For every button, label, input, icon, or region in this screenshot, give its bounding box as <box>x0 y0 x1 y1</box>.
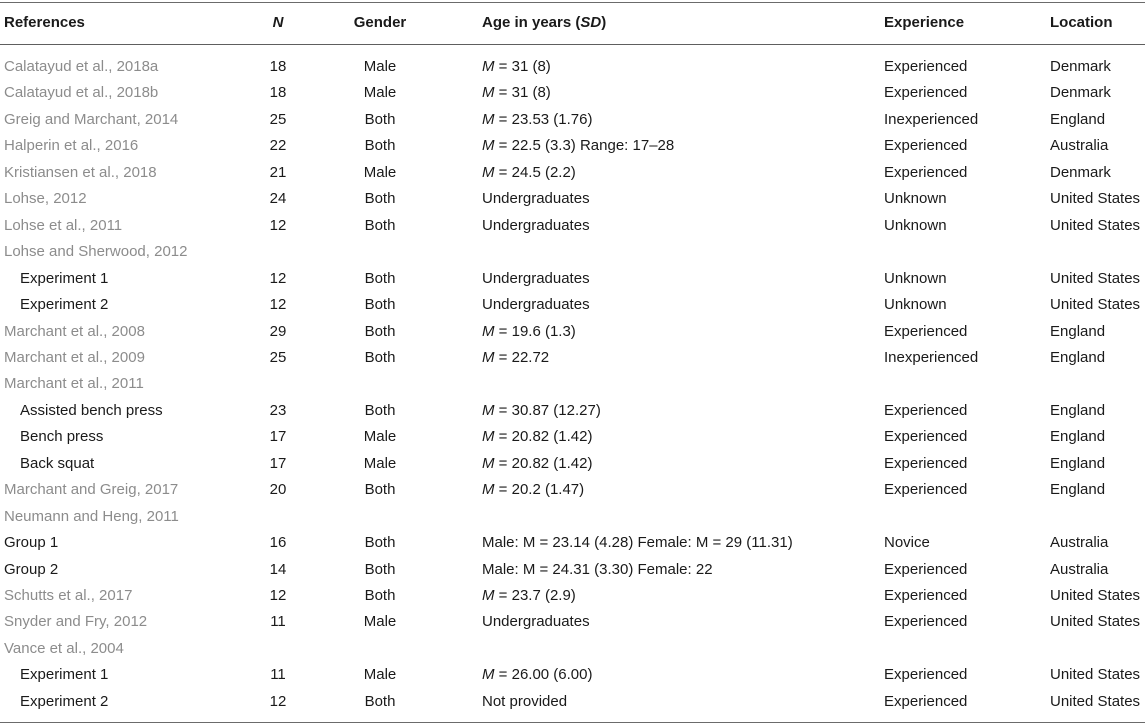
cell-age <box>482 107 593 133</box>
cell-age <box>482 398 601 424</box>
cell-experience: Experienced <box>884 481 968 499</box>
age-value: Not provided <box>482 692 568 710</box>
cell-n: 17 <box>269 428 287 446</box>
cell-location: England <box>1050 348 1106 366</box>
reference-link[interactable]: Lohse, 2012 <box>4 190 87 208</box>
table-row <box>0 54 1145 80</box>
reference-link[interactable]: Halperin et al., 2016 <box>4 137 139 155</box>
reference-label: Group 1 <box>4 534 59 552</box>
mean-symbol: M <box>482 110 495 128</box>
cell-age <box>482 54 551 80</box>
table-row <box>0 636 1145 662</box>
age-value: = 26.00 (6.00) <box>498 666 593 684</box>
table-row <box>0 292 1145 318</box>
cell-age <box>482 662 593 688</box>
age-value: = 20.82 (1.42) <box>498 454 593 472</box>
cell-gender: Both <box>364 296 396 314</box>
cell-location: United States <box>1050 692 1141 710</box>
cell-experience: Inexperienced <box>884 348 979 366</box>
mean-symbol: M <box>482 58 495 75</box>
table-row <box>0 266 1145 292</box>
reference-link[interactable]: Kristiansen et al., 2018 <box>4 163 157 181</box>
table-row <box>0 424 1145 450</box>
cell-age <box>482 557 713 583</box>
cell-gender: Both <box>364 322 396 340</box>
reference-link[interactable]: Vance et al., 2004 <box>4 639 124 657</box>
cell-gender: Both <box>364 587 396 604</box>
reference-link[interactable]: Lohse et al., 2011 <box>4 216 123 234</box>
cell-gender: Male <box>363 58 397 75</box>
reference-link[interactable]: Snyder and Fry, 2012 <box>4 613 148 631</box>
table-row <box>0 504 1145 530</box>
cell-age <box>482 266 590 292</box>
table-row <box>0 451 1145 477</box>
header-gender: Gender <box>353 14 407 31</box>
table-row <box>0 239 1145 265</box>
cell-n: 18 <box>269 84 287 102</box>
mean-symbol: M <box>482 454 495 472</box>
cell-age <box>482 186 590 212</box>
cell-location: England <box>1050 322 1106 340</box>
reference-link[interactable]: Marchant et al., 2009 <box>4 348 145 366</box>
cell-gender: Male <box>363 84 397 102</box>
age-value: = 20.2 (1.47) <box>498 481 585 499</box>
cell-n: 21 <box>269 163 287 181</box>
reference-link[interactable]: Lohse and Sherwood, 2012 <box>4 243 188 261</box>
cell-n: 23 <box>269 401 287 419</box>
cell-experience: Experienced <box>884 322 968 340</box>
cell-gender: Both <box>364 401 396 419</box>
table-row <box>0 398 1145 424</box>
table-row <box>0 371 1145 397</box>
cell-gender: Both <box>364 137 396 155</box>
cell-experience: Experienced <box>884 137 968 155</box>
cell-n: 25 <box>269 348 287 366</box>
mean-symbol: M <box>482 587 495 604</box>
header-location: Location <box>1050 14 1113 31</box>
cell-age <box>482 477 584 503</box>
cell-location: United States <box>1050 216 1141 234</box>
cell-experience: Inexperienced <box>884 110 979 128</box>
cell-location: United States <box>1050 190 1141 208</box>
table-row <box>0 213 1145 239</box>
mean-symbol: M <box>482 401 495 419</box>
table-row <box>0 530 1145 556</box>
reference-link[interactable]: Greig and Marchant, 2014 <box>4 110 179 128</box>
cell-location: United States <box>1050 587 1141 604</box>
reference-link[interactable]: Neumann and Heng, 2011 <box>4 507 179 525</box>
cell-gender: Both <box>364 269 396 287</box>
cell-location: England <box>1050 428 1106 446</box>
table-row <box>0 583 1145 609</box>
header-age-suffix: ) <box>601 14 607 31</box>
cell-age <box>482 160 576 186</box>
cell-n: 12 <box>269 587 287 604</box>
table-row <box>0 107 1145 133</box>
reference-link[interactable]: Calatayud et al., 2018b <box>4 84 159 102</box>
cell-n: 20 <box>269 481 287 499</box>
age-value: = 23.53 (1.76) <box>498 110 593 128</box>
cell-gender: Male <box>363 666 397 684</box>
cell-age <box>482 80 551 106</box>
header-age-sd: SD <box>580 14 602 31</box>
cell-age <box>482 424 593 450</box>
cell-experience: Unknown <box>884 190 947 208</box>
cell-n: 17 <box>269 454 287 472</box>
reference-label: Experiment 1 <box>20 269 109 287</box>
table-header-rule <box>0 44 1145 45</box>
cell-location: Denmark <box>1050 58 1111 75</box>
cell-age <box>482 213 590 239</box>
age-value: = 22.5 (3.3) Range: 17–28 <box>498 137 675 155</box>
cell-n: 11 <box>270 666 286 684</box>
table-row <box>0 345 1145 371</box>
cell-experience: Experienced <box>884 692 968 710</box>
mean-symbol: M <box>482 137 495 155</box>
cell-location: Australia <box>1050 534 1109 552</box>
reference-label: Bench press <box>20 428 104 446</box>
age-value: Undergraduates <box>482 613 590 631</box>
cell-n: 11 <box>270 613 286 631</box>
age-value: = 19.6 (1.3) <box>498 322 576 340</box>
table-row <box>0 689 1145 715</box>
cell-gender: Both <box>364 692 396 710</box>
header-age-prefix: Age in years ( <box>482 14 581 31</box>
cell-experience: Experienced <box>884 560 968 578</box>
cell-gender: Both <box>364 190 396 208</box>
header-n: N <box>272 14 284 31</box>
cell-gender: Male <box>363 613 397 631</box>
table-top-rule <box>0 2 1145 3</box>
age-value: = 31 (8) <box>498 84 551 102</box>
age-value: = 22.72 <box>498 348 550 366</box>
cell-n: 25 <box>269 110 287 128</box>
cell-gender: Both <box>364 481 396 499</box>
cell-location: Australia <box>1050 137 1109 155</box>
reference-link[interactable]: Schutts et al., 2017 <box>4 587 133 604</box>
reference-label: Experiment 2 <box>20 296 109 314</box>
cell-experience: Unknown <box>884 296 947 314</box>
cell-gender: Male <box>363 163 397 181</box>
cell-gender: Both <box>364 348 396 366</box>
reference-label: Experiment 1 <box>20 666 109 684</box>
cell-experience: Experienced <box>884 587 968 604</box>
cell-gender: Both <box>364 110 396 128</box>
cell-experience: Experienced <box>884 163 968 181</box>
cell-n: 12 <box>269 269 287 287</box>
cell-age <box>482 530 793 556</box>
mean-symbol: M <box>482 84 495 102</box>
cell-location: Denmark <box>1050 84 1111 102</box>
cell-location: Australia <box>1050 560 1109 578</box>
cell-n: 24 <box>269 190 287 208</box>
cell-n: 12 <box>269 296 287 314</box>
cell-experience: Unknown <box>884 216 947 234</box>
reference-label: Back squat <box>20 454 95 472</box>
cell-age <box>482 583 576 609</box>
cell-location: England <box>1050 481 1106 499</box>
reference-link[interactable]: Marchant et al., 2011 <box>4 375 144 393</box>
cell-age <box>482 345 549 371</box>
cell-location: Denmark <box>1050 163 1111 181</box>
reference-label: Experiment 2 <box>20 692 109 710</box>
age-value: Undergraduates <box>482 216 590 234</box>
table-header-row <box>0 8 1145 38</box>
mean-symbol: M <box>482 348 495 366</box>
reference-link[interactable]: Marchant et al., 2008 <box>4 322 145 340</box>
cell-n: 22 <box>269 137 287 155</box>
cell-location: England <box>1050 401 1106 419</box>
mean-symbol: M <box>482 163 495 181</box>
cell-experience: Novice <box>884 534 930 552</box>
age-value: Male: M = 23.14 (4.28) Female: M = 29 (11.31) <box>482 534 793 552</box>
age-value: Undergraduates <box>482 296 590 314</box>
cell-location: United States <box>1050 613 1141 631</box>
table-row <box>0 319 1145 345</box>
cell-gender: Male <box>363 428 397 446</box>
mean-symbol: M <box>482 666 495 684</box>
cell-experience: Experienced <box>884 58 968 75</box>
cell-gender: Both <box>364 216 396 234</box>
cell-experience: Experienced <box>884 428 968 446</box>
age-value: = 23.7 (2.9) <box>498 587 576 604</box>
cell-experience: Unknown <box>884 269 947 287</box>
cell-experience: Experienced <box>884 454 968 472</box>
cell-gender: Both <box>364 534 396 552</box>
header-experience: Experience <box>884 14 965 31</box>
cell-age <box>482 133 674 159</box>
cell-experience: Experienced <box>884 401 968 419</box>
age-value: = 24.5 (2.2) <box>498 163 576 181</box>
table-row <box>0 80 1145 106</box>
table-row <box>0 477 1145 503</box>
reference-label: Group 2 <box>4 560 59 578</box>
cell-n: 12 <box>269 216 287 234</box>
cell-gender: Male <box>363 454 397 472</box>
age-value: = 31 (8) <box>498 58 551 75</box>
cell-location: United States <box>1050 296 1141 314</box>
cell-age <box>482 319 576 345</box>
cell-location: United States <box>1050 666 1141 684</box>
table-row <box>0 662 1145 688</box>
age-value: Undergraduates <box>482 190 590 208</box>
table-row <box>0 133 1145 159</box>
cell-age <box>482 689 567 715</box>
mean-symbol: M <box>482 322 495 340</box>
mean-symbol: M <box>482 481 495 499</box>
mean-symbol: M <box>482 428 495 446</box>
cell-gender: Both <box>364 560 396 578</box>
age-value: = 20.82 (1.42) <box>498 428 593 446</box>
age-value: = 30.87 (12.27) <box>498 401 601 419</box>
cell-experience: Experienced <box>884 613 968 631</box>
age-value: Male: M = 24.31 (3.30) Female: 22 <box>482 560 713 578</box>
table-row <box>0 186 1145 212</box>
cell-n: 29 <box>269 322 287 340</box>
cell-n: 16 <box>269 534 287 552</box>
age-value: Undergraduates <box>482 269 590 287</box>
cell-n: 12 <box>269 692 287 710</box>
cell-location: England <box>1050 454 1106 472</box>
cell-age <box>482 292 590 318</box>
cell-location: England <box>1050 110 1106 128</box>
cell-age <box>482 609 590 635</box>
table-row <box>0 160 1145 186</box>
header-references: References <box>4 14 85 31</box>
cell-n: 14 <box>269 560 287 578</box>
table-row <box>0 557 1145 583</box>
cell-age <box>482 451 593 477</box>
cell-location: United States <box>1050 269 1141 287</box>
reference-link[interactable]: Calatayud et al., 2018a <box>4 58 159 75</box>
cell-experience: Experienced <box>884 84 968 102</box>
table-bottom-rule <box>0 722 1145 723</box>
cell-n: 18 <box>269 58 287 75</box>
cell-experience: Experienced <box>884 666 968 684</box>
header-age <box>482 8 606 38</box>
reference-label: Assisted bench press <box>20 401 163 419</box>
reference-link[interactable]: Marchant and Greig, 2017 <box>4 481 179 499</box>
table-row <box>0 609 1145 635</box>
